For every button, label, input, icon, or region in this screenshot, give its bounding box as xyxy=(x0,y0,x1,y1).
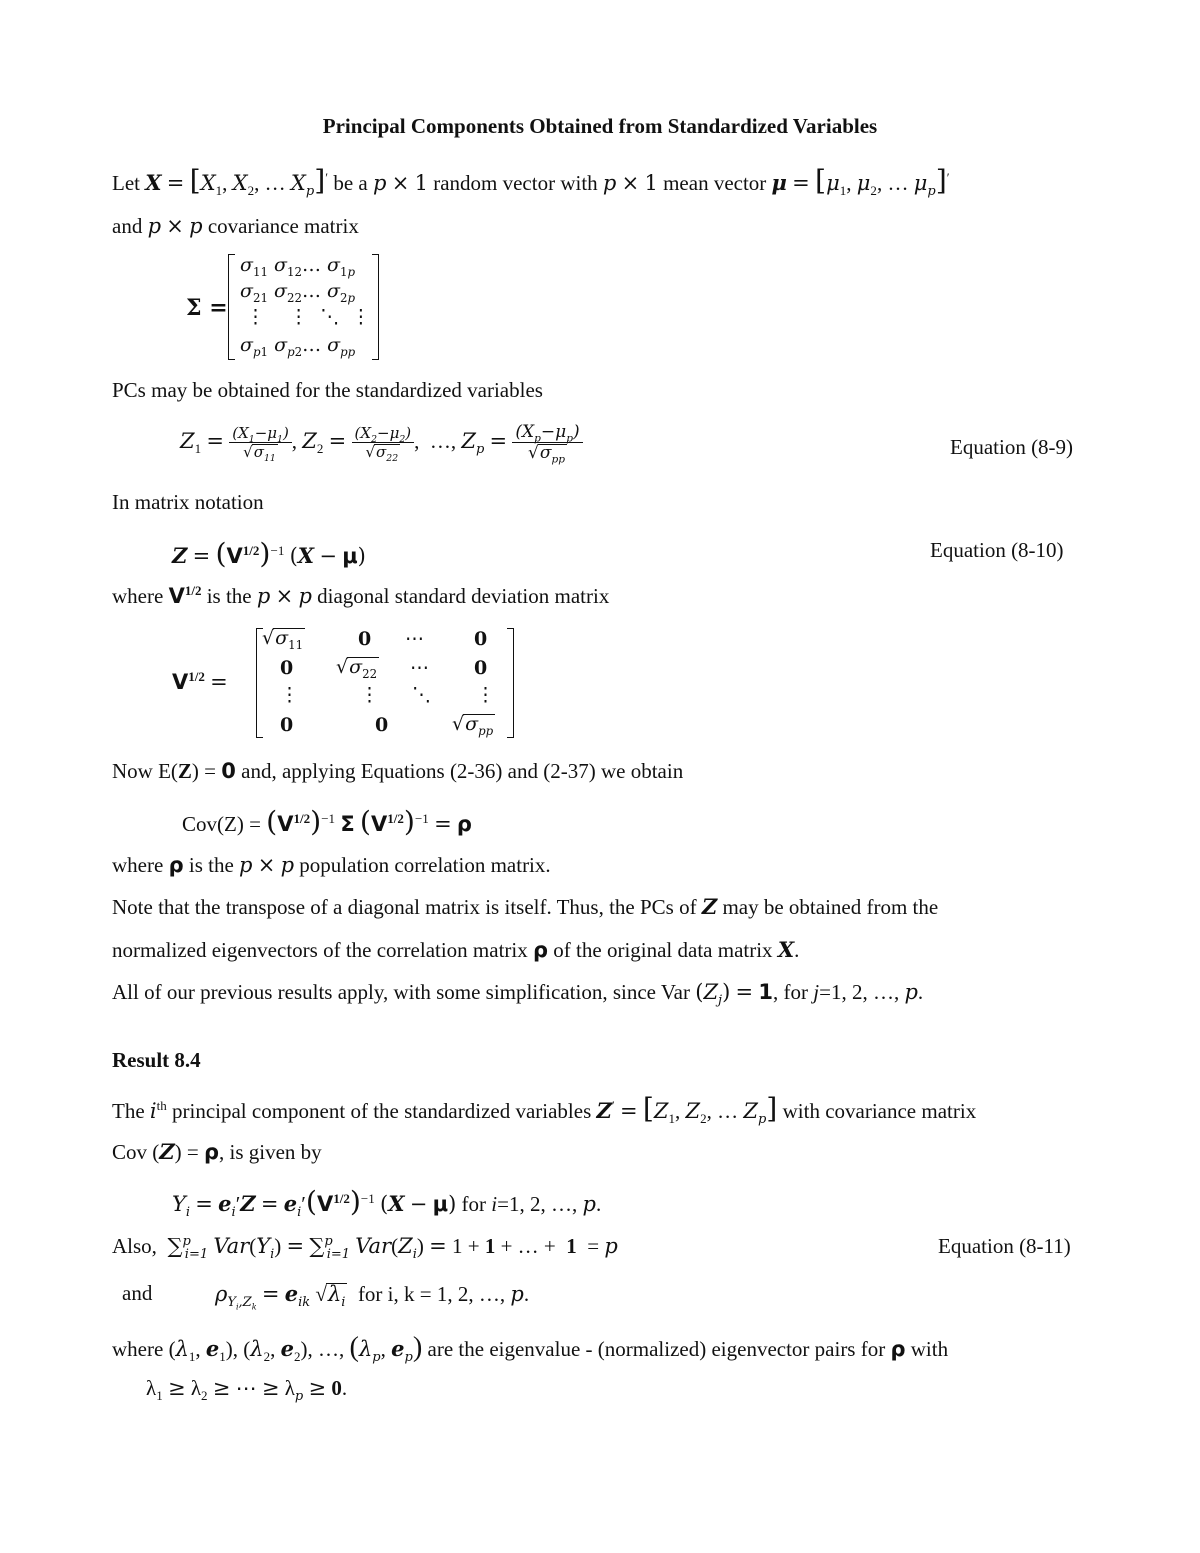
intro-covariance-matrix: covariance matrix xyxy=(207,214,359,238)
equation-8-10-label: Equation (8-10) xyxy=(930,538,1064,562)
where-eig-a: where xyxy=(112,1337,164,1361)
sigma-row-3: ⋮ ⋮ ⋱ ⋮ xyxy=(246,306,371,328)
all-line-a: All of our previous results apply, with some simplification, since Var xyxy=(112,980,690,1004)
cov-label: Cov(Z) = xyxy=(182,812,261,836)
where-rho-2: is the xyxy=(188,853,234,877)
cov-given-2: ) = xyxy=(174,1140,199,1164)
also-label: Also, xyxy=(112,1234,157,1258)
for-i-2: =1, 2, …, xyxy=(497,1192,578,1216)
yi-equation: $Y_i = e_i'Z = e_i'(V^{1/2})^{-1}$ (X − μ) for i=1, 2, …, p. xyxy=(172,1185,602,1221)
v-row-2-c1: 0 xyxy=(280,657,294,679)
equation-8-9: $Z_1$ = $\frac{(X_1-\mu_1)}{√\sigma_{11}}$ , $Z_2$ = $\frac{(X_2-\mu_2)}{√\sigma_{22}}$ , …, $Z_p$ = $\frac{(X_p-\mu_p)}{√\sigma_{pp}}$ xyxy=(180,424,583,462)
v-row-1-c3: ⋯ xyxy=(405,628,424,650)
intro-let: Let xyxy=(112,171,140,195)
where-v-mid: is the xyxy=(206,584,252,608)
page-title: Principal Components Obtained from Standardized Variables xyxy=(322,114,878,138)
all-results-line: All of our previous results apply, with some simplification, since Var $(Z_j) = 1$, for j=1, 2, …, p. xyxy=(112,980,924,1009)
v-row-4-c2: 0 xyxy=(375,714,389,736)
pcs-line: PCs may be obtained for the standardized variables xyxy=(112,378,543,402)
matrix-notation-line: In matrix notation xyxy=(112,490,264,514)
cov-given-1: Cov ( xyxy=(112,1140,160,1164)
and-label: and xyxy=(122,1281,153,1305)
where-rho-3: population correlation matrix. xyxy=(299,853,551,877)
v-row-3-c2: ⋮ xyxy=(360,684,379,706)
note-line-2: normalized eigenvectors of the correlation matrix ρ of the original data matrix X. xyxy=(112,937,800,962)
where-rho-line: where ρ is the p × p population correlation matrix. xyxy=(112,853,551,877)
now-text-1: Now E( xyxy=(112,759,178,783)
v-row-1: $√\sigma_{11}$ xyxy=(262,627,304,652)
sigma-left-bracket xyxy=(228,254,235,360)
covariance-line: and p × p covariance matrix xyxy=(112,214,359,238)
v-row-3-c4: ⋮ xyxy=(476,684,495,706)
v-row-4-c4: $√\sigma_{pp}$ xyxy=(452,713,494,738)
intro-mean-vector: mean vector xyxy=(663,171,767,195)
v-row-2-c4: 0 xyxy=(474,657,488,679)
for-i: for xyxy=(461,1192,487,1216)
v-row-2-c3: ⋯ xyxy=(410,657,429,679)
result-line-a: The xyxy=(112,1099,145,1123)
cov-given-line: Cov (Z) = ρ, is given by xyxy=(112,1139,322,1164)
v-row-3-c3: ⋱ xyxy=(412,684,431,706)
where-eig-line: where ($\lambda_1$, $e_1$), ($\lambda_2$, $e_2$), …, ($\lambda_p$, $e_p$) are the eigenvalue - (normalized) eigenvector pairs for ρ with xyxy=(112,1332,949,1366)
v-row-4-c1: 0 xyxy=(280,714,294,736)
sigma-symbol: Σ = xyxy=(186,295,228,321)
and-rho-line xyxy=(122,1283,152,1304)
where-v-line: where $V^{1/2}$ is the p × p diagonal standard deviation matrix xyxy=(112,583,610,608)
for-ik: for i, k = 1, 2, …, xyxy=(357,1282,506,1306)
also-line: Also, ∑$^p_{i=1}$ $Var(Y_i) = \sum^p_{i=1}$ $Var(Z_i) = 1 + 1$ + … + 1 = p xyxy=(112,1234,618,1263)
result-line: The $i^{th}$ principal component of the standardized variables $Z' = [Z_1$, $Z_2$, … $Z_p$] with covariance matrix xyxy=(112,1092,977,1128)
all-line-c: =1, 2, …, xyxy=(819,980,900,1004)
lambda-ordering: $\lambda_1 \ge \lambda_2$ ≥ ⋯ ≥ $\lambda_p \ge 0$. xyxy=(146,1376,348,1405)
result-line-c: with covariance matrix xyxy=(782,1099,977,1123)
all-line-b: for xyxy=(783,980,809,1004)
v-right-bracket xyxy=(507,628,514,738)
where-rho-1: where xyxy=(112,853,164,877)
equation-8-10: $Z = (V^{1/2})^{-1}$ (X − μ) xyxy=(172,537,366,570)
result-line-b: principal component of the standardized variables xyxy=(172,1099,592,1123)
v-row-1-c4: 0 xyxy=(474,628,488,650)
now-line: Now E(Z) = 0 and, applying Equations (2-36) and (2-37) we obtain xyxy=(112,759,684,783)
now-text-2: ) = xyxy=(191,759,217,783)
equation-8-11-label: Equation (8-11) xyxy=(938,1234,1071,1258)
now-text-3: and, applying Equations (2-36) and (2-37) we obtain xyxy=(241,759,684,783)
intro-and: and xyxy=(112,214,143,238)
note-line-1: Note that the transpose of a diagonal matrix is itself. Thus, the PCs of Z may be obtained from the xyxy=(112,894,939,919)
v-row-2-c2: $√\sigma_{22}$ xyxy=(336,656,378,681)
cov-equation: $Cov(Z) = (V^{1/2})^{-1}$ Σ $(V^{1/2})^{-1} = \rho$ xyxy=(182,805,472,838)
rho-yz-equation: $\rho_{Y_i,Z_k} = e_{ik}$ $√\lambda_i$ for i, k = 1, 2, …, p. xyxy=(215,1281,530,1312)
v-half-symbol: $V^{1/2}$ = xyxy=(172,669,228,694)
sigma-right-bracket xyxy=(372,254,379,360)
note-line-1b: may be obtained from the xyxy=(722,895,939,919)
sigma-row-4: $\sigma_{p1}$ $\sigma_{p2}\dots$ $\sigma_{pp}$ xyxy=(240,334,356,359)
sigma-row-1: $\sigma_{11}$ $\sigma_{12}\dots$ $\sigma_{1p}$ xyxy=(240,254,356,279)
note-line-2a: normalized eigenvectors of the correlation matrix xyxy=(112,938,528,962)
sigma-row-2: $\sigma_{21}$ $\sigma_{22}\dots$ $\sigma_{2p}$ xyxy=(240,280,356,305)
equation-8-9-label: Equation (8-9) xyxy=(950,435,1074,459)
intro-random-vector: random vector with xyxy=(433,171,598,195)
where-eig-c: with xyxy=(910,1337,949,1361)
result-heading: Result 8.4 xyxy=(112,1048,201,1072)
intro-line: Let $X = [X_1$, $X_2$, … $X_p]'$ be a p × 1 random vector with p × 1 mean vector $\mu = [\mu_1$, $\mu_2$, … $\mu_p]'$ xyxy=(112,164,950,200)
where-v-prefix: where xyxy=(112,584,164,608)
where-eig-b: are the eigenvalue - (normalized) eigenvector pairs for xyxy=(427,1337,886,1361)
v-row-3: ⋮ xyxy=(280,684,299,706)
note-line-2b: of the original data matrix xyxy=(553,938,773,962)
where-v-suffix: diagonal standard deviation matrix xyxy=(317,584,610,608)
note-line-1a: Note that the transpose of a diagonal matrix is itself. Thus, the PCs of xyxy=(112,895,697,919)
intro-be-a: be a xyxy=(333,171,368,195)
v-row-1-c2: 0 xyxy=(358,628,372,650)
cov-given-3: , is given by xyxy=(218,1140,322,1164)
